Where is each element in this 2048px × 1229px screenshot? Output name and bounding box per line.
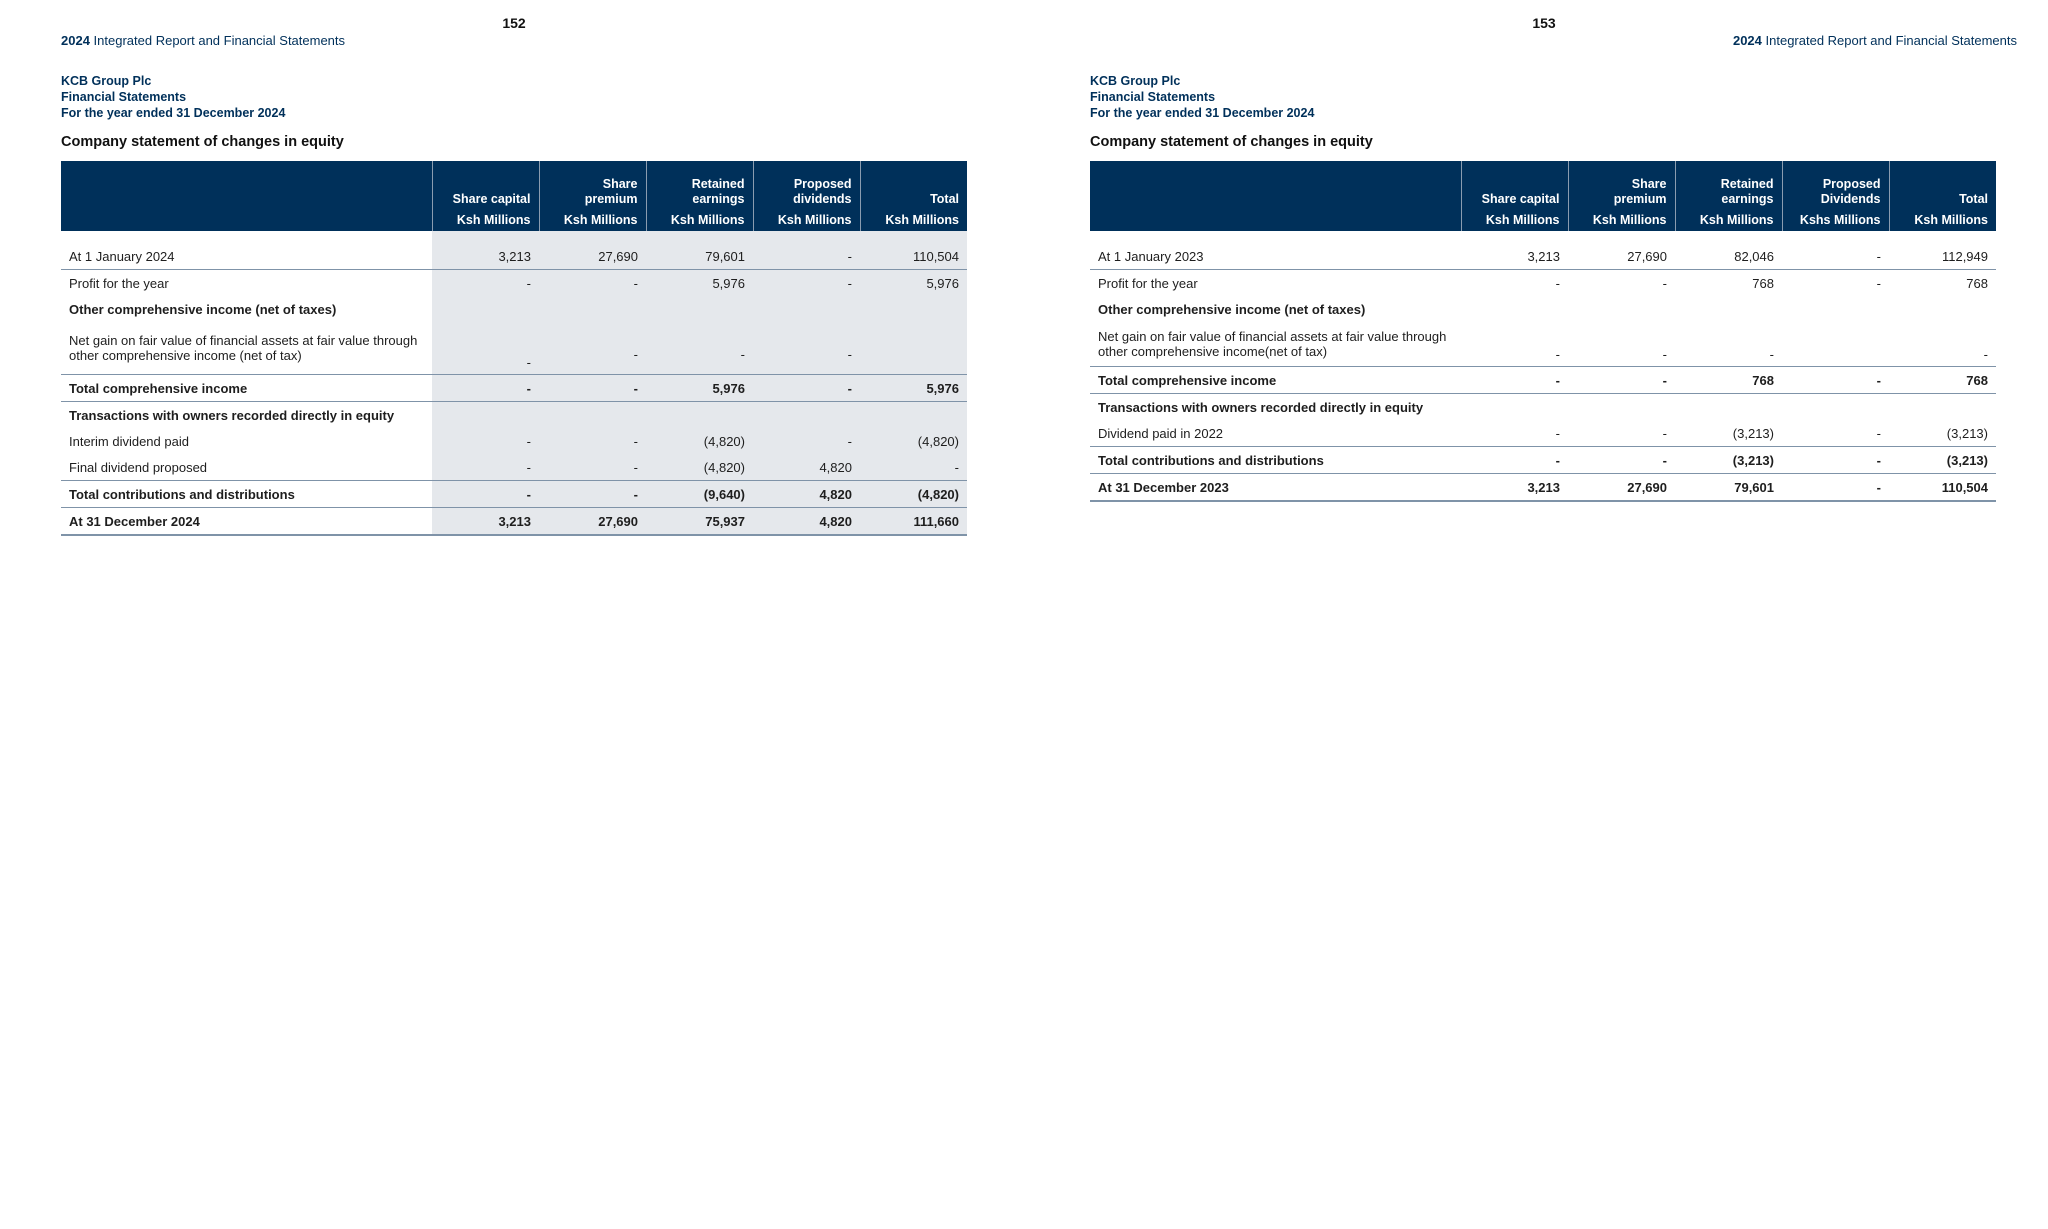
col-unit: Ksh Millions xyxy=(646,209,753,231)
cell-value: - xyxy=(1568,367,1675,394)
row-label: At 1 January 2023 xyxy=(1090,243,1461,270)
cell-value: (3,213) xyxy=(1889,447,1996,474)
cell-value: - xyxy=(1889,322,1996,367)
col-header-retained-earnings: Retained earnings xyxy=(646,161,753,209)
cell-value: 5,976 xyxy=(646,375,753,402)
cell-value: 27,690 xyxy=(539,243,646,270)
section-heading: Transactions with owners recorded directly in equity xyxy=(69,407,395,423)
cell-value: 27,690 xyxy=(539,508,646,536)
cell-value: - xyxy=(432,322,539,375)
cell-value: 768 xyxy=(1752,275,1774,291)
reporting-period: For the year ended 31 December 2024 xyxy=(1090,106,1315,120)
page-number: 153 xyxy=(1532,15,1556,31)
cell-value: - xyxy=(1782,243,1889,270)
total-row xyxy=(61,481,967,508)
col-header-total: Total xyxy=(860,161,967,209)
cell-value: 110,504 xyxy=(860,243,967,270)
table-row xyxy=(61,270,967,297)
statement-header xyxy=(61,73,285,121)
running-title xyxy=(1733,33,2017,48)
cell-value: - xyxy=(539,270,646,297)
cell-value: - xyxy=(753,428,860,454)
cell-value: 768 xyxy=(1966,275,1988,291)
row-label: Total contributions and distributions xyxy=(1090,447,1461,474)
total-row xyxy=(61,375,967,402)
cell-value: - xyxy=(432,375,539,402)
row-label: Net gain on fair value of financial assets at fair value through other comprehensive income(net of tax) xyxy=(1090,322,1461,367)
col-unit: Kshs Millions xyxy=(1782,209,1889,231)
col-unit: Ksh Millions xyxy=(432,209,539,231)
col-header-share-premium: Share premium xyxy=(1568,161,1675,209)
right-page xyxy=(1024,0,2048,1229)
closing-balance-row xyxy=(1090,474,1996,502)
running-title xyxy=(61,33,345,48)
cell-value: - xyxy=(1782,420,1889,447)
statement-title: Company statement of changes in equity xyxy=(61,134,344,150)
section-heading-row xyxy=(1090,296,1996,322)
row-label: Total comprehensive income xyxy=(1090,367,1461,394)
cell-value: - xyxy=(539,375,646,402)
table-row xyxy=(61,243,967,270)
section-heading: Other comprehensive income (net of taxes) xyxy=(69,301,337,317)
cell-value: - xyxy=(1461,447,1568,474)
table-row xyxy=(61,428,967,454)
col-unit: Ksh Millions xyxy=(1889,209,1996,231)
cell-value: - xyxy=(1675,322,1782,367)
header-blank xyxy=(61,161,432,209)
table-row xyxy=(1090,420,1996,447)
row-label: Dividend paid in 2022 xyxy=(1090,420,1461,447)
cell-value: - xyxy=(1782,474,1889,502)
cell-value: 82,046 xyxy=(1675,243,1782,270)
cell-value: - xyxy=(860,454,967,481)
cell-value: 3,213 xyxy=(1461,243,1568,270)
col-unit: Ksh Millions xyxy=(753,209,860,231)
col-unit: Ksh Millions xyxy=(1461,209,1568,231)
col-header-retained-earnings: Retained earnings xyxy=(1675,161,1782,209)
document-type: Financial Statements xyxy=(1090,90,1216,104)
equity-table-2023 xyxy=(1090,161,1996,502)
running-title-text: Integrated Report and Financial Statements xyxy=(93,33,346,48)
cell-value: 768 xyxy=(1889,367,1996,394)
col-unit: Ksh Millions xyxy=(1568,209,1675,231)
section-heading-row xyxy=(1090,394,1996,421)
row-label: Profit for the year xyxy=(69,275,169,291)
row-label: At 31 December 2024 xyxy=(61,508,432,536)
cell-value: - xyxy=(1461,322,1568,367)
section-heading: Transactions with owners recorded directly in equity xyxy=(1098,399,1424,415)
reporting-period: For the year ended 31 December 2024 xyxy=(61,106,286,120)
table-row xyxy=(1090,270,1996,297)
col-header-proposed-dividends: Proposed Dividends xyxy=(1782,161,1889,209)
cell-value: 3,213 xyxy=(432,508,539,536)
table-row xyxy=(1090,322,1996,367)
row-label: Final dividend proposed xyxy=(61,454,432,481)
cell-value: - xyxy=(432,428,539,454)
cell-value: 27,690 xyxy=(1568,474,1675,502)
cell-value: - xyxy=(432,454,539,481)
cell-value: - xyxy=(1568,322,1675,367)
col-unit: Ksh Millions xyxy=(539,209,646,231)
col-unit: Ksh Millions xyxy=(860,209,967,231)
cell-value: (4,820) xyxy=(646,428,753,454)
cell-value: (3,213) xyxy=(1889,420,1996,447)
table-row xyxy=(1090,243,1996,270)
cell-value: (4,820) xyxy=(860,428,967,454)
cell-value: - xyxy=(753,243,860,270)
cell-value: - xyxy=(646,322,753,375)
cell-value: - xyxy=(1782,367,1889,394)
section-heading-row xyxy=(61,402,967,429)
row-label: Total comprehensive income xyxy=(61,375,432,402)
cell-value: 79,601 xyxy=(1675,474,1782,502)
col-header-share-capital: Share capital xyxy=(1461,161,1568,209)
col-header-share-premium: Share premium xyxy=(539,161,646,209)
row-label: Interim dividend paid xyxy=(69,433,189,449)
closing-balance-row xyxy=(61,508,967,536)
row-label: Profit for the year xyxy=(1098,275,1198,291)
running-title-year: 2024 xyxy=(61,33,90,48)
cell-value: - xyxy=(1662,275,1667,291)
cell-value: (4,820) xyxy=(646,454,753,481)
row-label: At 31 December 2023 xyxy=(1090,474,1461,502)
cell-value: - xyxy=(539,322,646,375)
cell-value: 5,976 xyxy=(860,375,967,402)
cell-value: 768 xyxy=(1675,367,1782,394)
cell-value: 110,504 xyxy=(1889,474,1996,502)
table-row xyxy=(61,322,967,375)
document-type: Financial Statements xyxy=(61,90,187,104)
cell-value: 75,937 xyxy=(646,508,753,536)
cell-value: - xyxy=(1555,275,1560,291)
cell-value: - xyxy=(1461,367,1568,394)
cell-value: - xyxy=(753,322,860,375)
cell-value: - xyxy=(1876,275,1881,291)
section-heading-row xyxy=(61,296,967,322)
total-row xyxy=(1090,367,1996,394)
cell-value: - xyxy=(1782,447,1889,474)
cell-value: 4,820 xyxy=(753,481,860,508)
cell-value: - xyxy=(432,270,539,297)
col-unit: Ksh Millions xyxy=(1675,209,1782,231)
row-label: Total contributions and distributions xyxy=(61,481,432,508)
row-label: Net gain on fair value of financial assets at fair value through other comprehensive income (net of tax) xyxy=(61,322,432,375)
cell-value xyxy=(860,322,967,375)
total-row xyxy=(1090,447,1996,474)
cell-value: 5,976 xyxy=(860,270,967,297)
statement-header xyxy=(1090,73,1314,121)
cell-value: (9,640) xyxy=(646,481,753,508)
row-label: At 1 January 2024 xyxy=(61,243,432,270)
cell-value: 5,976 xyxy=(646,270,753,297)
running-title-text: Integrated Report and Financial Statements xyxy=(1765,33,2017,48)
cell-value: 112,949 xyxy=(1889,243,1996,270)
table-row xyxy=(61,454,967,481)
equity-table-2024 xyxy=(61,161,967,536)
cell-value: - xyxy=(432,481,539,508)
section-heading: Other comprehensive income (net of taxes) xyxy=(1098,301,1366,317)
col-header-proposed-dividends: Proposed dividends xyxy=(753,161,860,209)
cell-value: - xyxy=(753,270,860,297)
cell-value: - xyxy=(1568,447,1675,474)
cell-value: - xyxy=(1568,420,1675,447)
header-blank xyxy=(1090,161,1461,209)
cell-value: 3,213 xyxy=(1461,474,1568,502)
cell-value: 79,601 xyxy=(646,243,753,270)
page-number: 152 xyxy=(502,15,526,31)
cell-value: (4,820) xyxy=(860,481,967,508)
cell-value: (3,213) xyxy=(1675,420,1782,447)
col-header-total: Total xyxy=(1889,161,1996,209)
company-name: KCB Group Plc xyxy=(1090,74,1181,88)
col-header-share-capital: Share capital xyxy=(432,161,539,209)
cell-value: 3,213 xyxy=(432,243,539,270)
cell-value: 4,820 xyxy=(753,454,860,481)
company-name: KCB Group Plc xyxy=(61,74,152,88)
statement-title: Company statement of changes in equity xyxy=(1090,134,1373,150)
cell-value: 111,660 xyxy=(860,508,967,536)
cell-value: - xyxy=(539,428,646,454)
cell-value: - xyxy=(753,375,860,402)
cell-value: - xyxy=(539,481,646,508)
cell-value: - xyxy=(539,454,646,481)
cell-value: (3,213) xyxy=(1675,447,1782,474)
cell-value: - xyxy=(1461,420,1568,447)
running-title-year: 2024 xyxy=(1732,33,1762,48)
cell-value xyxy=(1782,322,1889,367)
cell-value: 4,820 xyxy=(753,508,860,536)
cell-value: 27,690 xyxy=(1568,243,1675,270)
